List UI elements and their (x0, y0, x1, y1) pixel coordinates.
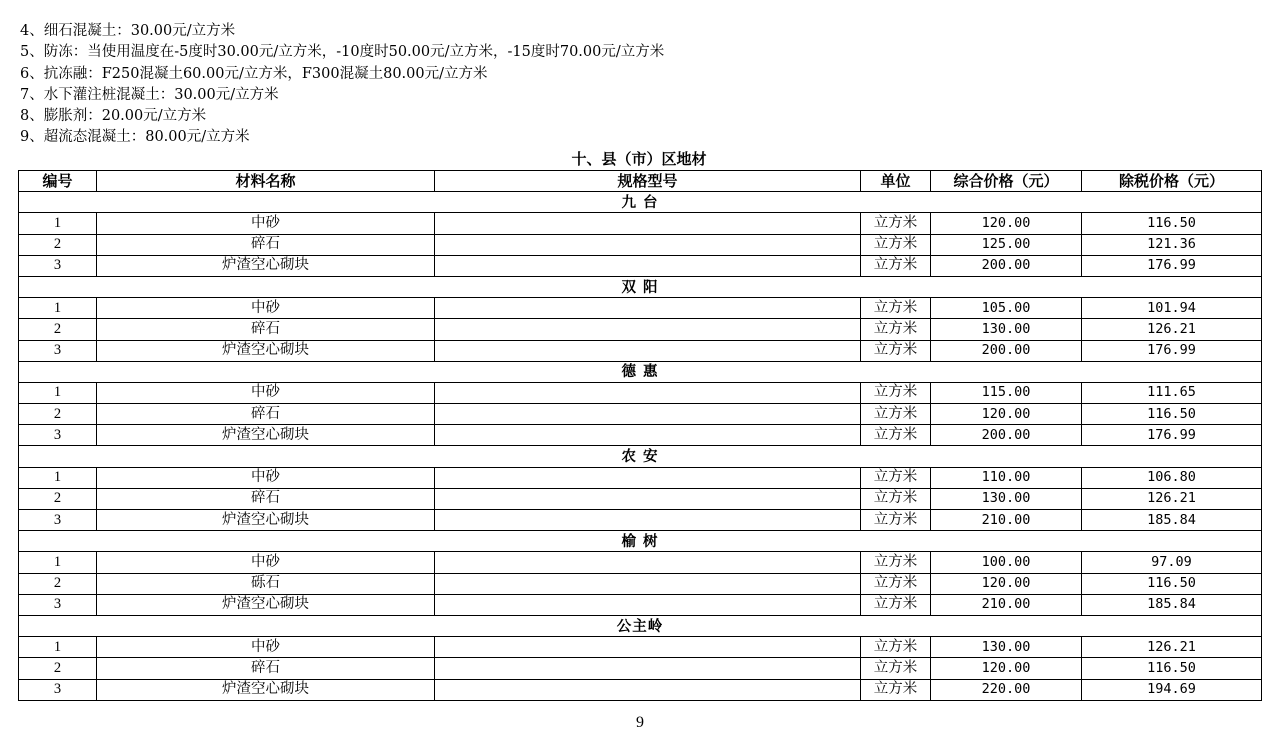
cell-unit: 立方米 (861, 488, 931, 509)
cell-price-ex-tax: 116.50 (1082, 404, 1262, 425)
cell-unit: 立方米 (861, 340, 931, 361)
cell-price-ex-tax: 116.50 (1082, 658, 1262, 679)
cell-no: 1 (19, 552, 97, 573)
cell-material-name: 中砂 (97, 213, 435, 234)
cell-no: 3 (19, 679, 97, 700)
cell-material-name: 碎石 (97, 234, 435, 255)
cell-no: 3 (19, 425, 97, 446)
cell-unit: 立方米 (861, 255, 931, 276)
cell-spec (435, 382, 861, 403)
cell-no: 3 (19, 510, 97, 531)
note-line: 7、水下灌注桩混凝土：30.00元/立方米 (20, 86, 279, 103)
cell-price: 100.00 (931, 552, 1082, 573)
cell-price-ex-tax: 176.99 (1082, 425, 1262, 446)
table-row (19, 467, 1262, 488)
table-row (19, 213, 1262, 234)
table-row (19, 255, 1262, 276)
table-row (19, 594, 1262, 615)
cell-price: 120.00 (931, 658, 1082, 679)
cell-material-name: 碎石 (97, 658, 435, 679)
cell-spec (435, 255, 861, 276)
page-number: 9 (636, 714, 644, 731)
table-row (19, 658, 1262, 679)
cell-no: 3 (19, 255, 97, 276)
section-row (19, 361, 1262, 382)
cell-material-name: 碎石 (97, 488, 435, 509)
cell-price: 120.00 (931, 213, 1082, 234)
cell-no: 1 (19, 298, 97, 319)
table-body (19, 192, 1262, 701)
cell-spec (435, 573, 861, 594)
cell-price: 200.00 (931, 255, 1082, 276)
cell-unit: 立方米 (861, 382, 931, 403)
cell-price-ex-tax: 116.50 (1082, 213, 1262, 234)
cell-price-ex-tax: 126.21 (1082, 319, 1262, 340)
cell-unit: 立方米 (861, 298, 931, 319)
header-price: 综合价格（元） (931, 171, 1082, 192)
cell-price-ex-tax: 185.84 (1082, 594, 1262, 615)
cell-price: 200.00 (931, 340, 1082, 361)
cell-price-ex-tax: 194.69 (1082, 679, 1262, 700)
cell-price: 105.00 (931, 298, 1082, 319)
cell-unit: 立方米 (861, 404, 931, 425)
note-line: 8、膨胀剂：20.00元/立方米 (20, 108, 207, 125)
table-row (19, 510, 1262, 531)
header-price-ex-tax: 除税价格（元） (1082, 171, 1262, 192)
table-row (19, 637, 1262, 658)
cell-price: 125.00 (931, 234, 1082, 255)
cell-spec (435, 234, 861, 255)
table-row (19, 488, 1262, 509)
section-row (19, 446, 1262, 467)
table-row (19, 382, 1262, 403)
cell-material-name: 炉渣空心砌块 (97, 255, 435, 276)
cell-no: 1 (19, 467, 97, 488)
table-row (19, 404, 1262, 425)
cell-unit: 立方米 (861, 510, 931, 531)
cell-price-ex-tax: 121.36 (1082, 234, 1262, 255)
table-row (19, 679, 1262, 700)
cell-price: 220.00 (931, 679, 1082, 700)
table-row (19, 573, 1262, 594)
cell-price-ex-tax: 106.80 (1082, 467, 1262, 488)
section-title: 农 安 (19, 446, 1262, 467)
section-row (19, 192, 1262, 213)
cell-price-ex-tax: 126.21 (1082, 637, 1262, 658)
cell-spec (435, 298, 861, 319)
cell-spec (435, 637, 861, 658)
cell-price-ex-tax: 97.09 (1082, 552, 1262, 573)
table-row (19, 340, 1262, 361)
cell-spec (435, 319, 861, 340)
cell-material-name: 炉渣空心砌块 (97, 510, 435, 531)
cell-material-name: 碎石 (97, 319, 435, 340)
cell-price: 120.00 (931, 573, 1082, 594)
table-row (19, 552, 1262, 573)
cell-price: 120.00 (931, 404, 1082, 425)
cell-material-name: 中砂 (97, 382, 435, 403)
section-title: 双 阳 (19, 276, 1262, 297)
cell-unit: 立方米 (861, 425, 931, 446)
cell-material-name: 中砂 (97, 467, 435, 488)
cell-spec (435, 488, 861, 509)
cell-no: 1 (19, 637, 97, 658)
section-title: 公主岭 (19, 615, 1262, 636)
table-row (19, 425, 1262, 446)
cell-price-ex-tax: 101.94 (1082, 298, 1262, 319)
note-line: 5、防冻：当使用温度在-5度时30.00元/立方米，-10度时50.00元/立方米，-15度时70.00元/立方米 (20, 44, 665, 61)
cell-unit: 立方米 (861, 234, 931, 255)
table-row (19, 234, 1262, 255)
cell-unit: 立方米 (861, 594, 931, 615)
cell-no: 2 (19, 234, 97, 255)
cell-unit: 立方米 (861, 573, 931, 594)
cell-spec (435, 594, 861, 615)
cell-price-ex-tax: 116.50 (1082, 573, 1262, 594)
cell-unit: 立方米 (861, 658, 931, 679)
materials-table (18, 170, 1262, 701)
cell-no: 1 (19, 213, 97, 234)
cell-unit: 立方米 (861, 213, 931, 234)
cell-material-name: 中砂 (97, 298, 435, 319)
note-line: 9、超流态混凝土：80.00元/立方米 (20, 129, 250, 146)
cell-no: 2 (19, 488, 97, 509)
cell-material-name: 炉渣空心砌块 (97, 425, 435, 446)
header-spec: 规格型号 (435, 171, 861, 192)
cell-price: 210.00 (931, 594, 1082, 615)
cell-material-name: 中砂 (97, 637, 435, 658)
cell-price: 115.00 (931, 382, 1082, 403)
cell-price-ex-tax: 176.99 (1082, 255, 1262, 276)
cell-spec (435, 679, 861, 700)
cell-no: 3 (19, 340, 97, 361)
cell-price-ex-tax: 111.65 (1082, 382, 1262, 403)
header-no: 编号 (19, 171, 97, 192)
section-title: 榆 树 (19, 531, 1262, 552)
header-unit: 单位 (861, 171, 931, 192)
cell-price-ex-tax: 185.84 (1082, 510, 1262, 531)
cell-no: 1 (19, 382, 97, 403)
table-row (19, 298, 1262, 319)
cell-unit: 立方米 (861, 552, 931, 573)
section-title: 九 台 (19, 192, 1262, 213)
cell-material-name: 炉渣空心砌块 (97, 340, 435, 361)
cell-spec (435, 510, 861, 531)
cell-price-ex-tax: 126.21 (1082, 488, 1262, 509)
notes-list (20, 21, 664, 149)
cell-material-name: 中砂 (97, 552, 435, 573)
cell-spec (435, 213, 861, 234)
section-row (19, 615, 1262, 636)
table-row (19, 319, 1262, 340)
cell-no: 2 (19, 319, 97, 340)
cell-price: 210.00 (931, 510, 1082, 531)
cell-spec (435, 658, 861, 679)
note-line: 6、抗冻融：F250混凝土60.00元/立方米，F300混凝土80.00元/立方米 (20, 65, 488, 82)
section-row (19, 531, 1262, 552)
cell-unit: 立方米 (861, 637, 931, 658)
cell-price: 130.00 (931, 488, 1082, 509)
section-title: 德 惠 (19, 361, 1262, 382)
cell-spec (435, 467, 861, 488)
cell-price: 200.00 (931, 425, 1082, 446)
cell-spec (435, 552, 861, 573)
header-name: 材料名称 (97, 171, 435, 192)
cell-no: 3 (19, 594, 97, 615)
cell-unit: 立方米 (861, 679, 931, 700)
cell-price: 110.00 (931, 467, 1082, 488)
cell-material-name: 碎石 (97, 404, 435, 425)
cell-spec (435, 425, 861, 446)
cell-price-ex-tax: 176.99 (1082, 340, 1262, 361)
table-header-row (19, 171, 1262, 192)
cell-no: 2 (19, 404, 97, 425)
cell-material-name: 砾石 (97, 573, 435, 594)
cell-no: 2 (19, 573, 97, 594)
table-title: 十、县（市）区地材 (571, 150, 707, 168)
note-line: 4、细石混凝土：30.00元/立方米 (20, 23, 236, 39)
cell-material-name: 炉渣空心砌块 (97, 679, 435, 700)
section-row (19, 276, 1262, 297)
cell-unit: 立方米 (861, 319, 931, 340)
cell-price: 130.00 (931, 319, 1082, 340)
cell-no: 2 (19, 658, 97, 679)
cell-unit: 立方米 (861, 467, 931, 488)
cell-price: 130.00 (931, 637, 1082, 658)
cell-spec (435, 340, 861, 361)
cell-material-name: 炉渣空心砌块 (97, 594, 435, 615)
cell-spec (435, 404, 861, 425)
